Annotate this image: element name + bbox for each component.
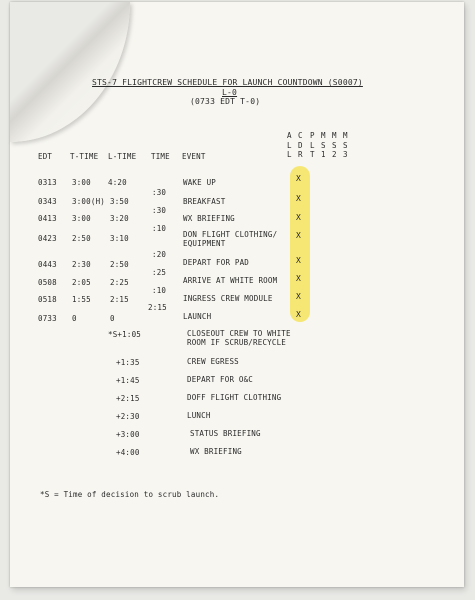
row-ltime: 3:20 [110, 214, 129, 223]
row-ltime: 0 [110, 314, 115, 323]
row-edt: 0508 [38, 278, 57, 287]
row-ltime: 2:25 [110, 278, 129, 287]
row-edt: 0733 [38, 314, 57, 323]
duration: 2:15 [148, 303, 167, 312]
crew-col-plt: P L T [310, 131, 315, 159]
row-ttime: 0 [72, 314, 77, 323]
col-header-time: TIME [151, 152, 170, 161]
col-header-ttime: T-TIME [70, 152, 99, 161]
row-edt: 0413 [38, 214, 57, 223]
row-edt: 0443 [38, 260, 57, 269]
row-ttime: 3:00 [72, 214, 91, 223]
scrub-event: CLOSEOUT CREW TO WHITE [187, 329, 291, 338]
row-ttime: 3:00 [72, 178, 91, 187]
page-curl [10, 2, 130, 142]
row-mark: X [296, 292, 302, 301]
row-mark: X [296, 194, 302, 203]
col-header-event: EVENT [182, 152, 206, 161]
scrub-event: CREW EGRESS [187, 357, 239, 366]
row-event: LAUNCH [183, 312, 212, 321]
scrub-ltime: +3:00 [116, 430, 140, 439]
row-mark: X [296, 231, 302, 240]
duration: :10 [152, 286, 167, 295]
row-mark: X [296, 174, 302, 183]
crew-col-ms2: M S 2 [332, 131, 337, 159]
row-edt: 0313 [38, 178, 57, 187]
scrub-ltime: +1:35 [116, 358, 140, 367]
time-reference: (0733 EDT T-0) [190, 97, 261, 106]
document-subtitle: L-0 [222, 88, 238, 97]
crew-col-all: A L L [287, 131, 292, 159]
footnote: *S = Time of decision to scrub launch. [40, 490, 220, 499]
row-ltime: 3:10 [110, 234, 129, 243]
scrub-ltime: +1:45 [116, 376, 140, 385]
col-header-ltime: L-TIME [108, 152, 137, 161]
row-event: ARRIVE AT WHITE ROOM [183, 276, 278, 285]
col-header-edt: EDT [38, 152, 53, 161]
row-ttime: 2:50 [72, 234, 91, 243]
row-ltime: 4:20 [108, 178, 127, 187]
row-mark: X [296, 310, 302, 319]
row-edt: 0343 [38, 197, 57, 206]
row-mark: X [296, 274, 302, 283]
document-title: STS-7 FLIGHTCREW SCHEDULE FOR LAUNCH COUNTDOWN (S0007) [92, 78, 363, 87]
scrub-event: WX BRIEFING [190, 447, 242, 456]
scrub-event: DEPART FOR O&C [187, 375, 254, 384]
row-mark: X [296, 256, 302, 265]
row-event-continued: EQUIPMENT [183, 239, 226, 248]
crew-col-ms1: M S 1 [321, 131, 326, 159]
row-mark: X [296, 213, 302, 222]
row-ttime: 3:00(H) [72, 197, 106, 206]
scrub-ltime: *S+1:05 [108, 330, 142, 339]
scrub-ltime: +4:00 [116, 448, 140, 457]
scrub-event: LUNCH [187, 411, 211, 420]
row-edt: 0518 [38, 295, 57, 304]
scrub-event: STATUS BRIEFING [190, 429, 261, 438]
duration: :25 [152, 268, 167, 277]
crew-col-cdr: C D R [298, 131, 303, 159]
row-event: INGRESS CREW MODULE [183, 294, 273, 303]
row-ltime: 2:50 [110, 260, 129, 269]
row-ttime: 2:30 [72, 260, 91, 269]
row-event: DEPART FOR PAD [183, 258, 250, 267]
duration: :30 [152, 206, 167, 215]
row-ltime: 2:15 [110, 295, 129, 304]
document-page [10, 2, 464, 587]
row-event: BREAKFAST [183, 197, 226, 206]
row-event: WX BRIEFING [183, 214, 235, 223]
row-ltime: 3:50 [110, 197, 129, 206]
scrub-event-continued: ROOM IF SCRUB/RECYCLE [187, 338, 287, 347]
duration: :20 [152, 250, 167, 259]
scrub-ltime: +2:15 [116, 394, 140, 403]
duration: :30 [152, 188, 167, 197]
scrub-ltime: +2:30 [116, 412, 140, 421]
row-event: WAKE UP [183, 178, 217, 187]
duration: :10 [152, 224, 167, 233]
row-edt: 0423 [38, 234, 57, 243]
row-event: DON FLIGHT CLOTHING/ [183, 230, 278, 239]
row-ttime: 2:05 [72, 278, 91, 287]
crew-col-ms3: M S 3 [343, 131, 348, 159]
row-ttime: 1:55 [72, 295, 91, 304]
scrub-event: DOFF FLIGHT CLOTHING [187, 393, 282, 402]
